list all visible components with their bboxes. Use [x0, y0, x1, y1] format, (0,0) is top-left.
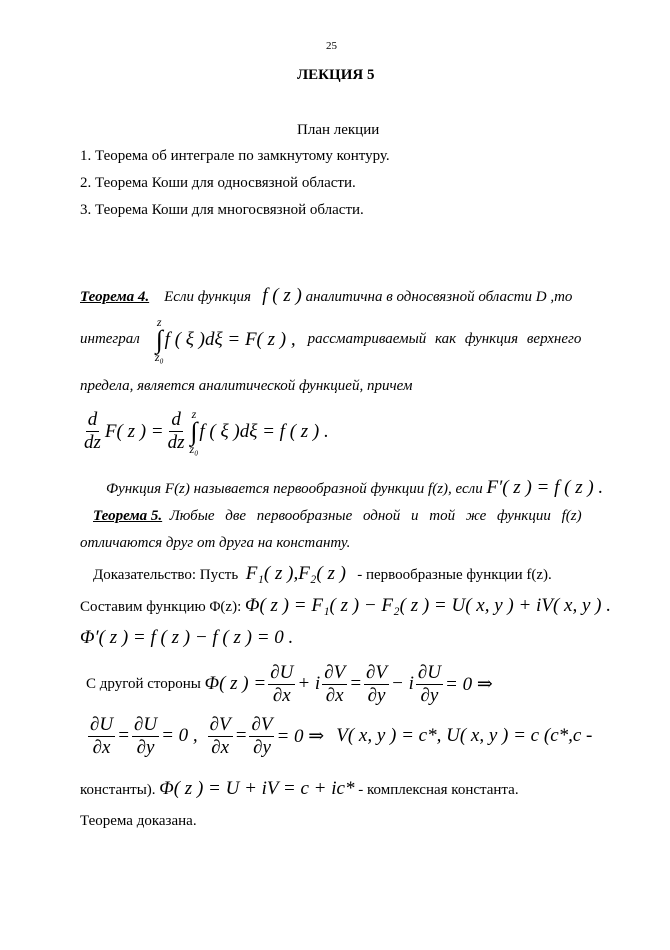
- theorem4-line3: предела, является аналитической функцией, причем: [80, 378, 413, 394]
- theorem5-text: Любые две первообразные одной и той же функции f(z): [169, 508, 582, 524]
- theorem4-integral-word: интеграл: [80, 331, 140, 348]
- proof-partials: $\frac{\partial U}{\partial x}$ = $\frac{\partial U}{\partial y}$ = 0 , $\frac{\partial V}{\partial x}$ = $\frac{\partial V}{\partial y}$ = 0 ⇒ V( x, y ) = c*, U( x, y ) = c (c*,c -: [90, 714, 593, 758]
- phi-definition: Φ( z ) = F₁( z ) − F₂( z ) = U( x, y ) + iV( x, y ) .: [245, 595, 611, 616]
- theorem4-line1: [80, 285, 572, 307]
- proof-done: Теорема доказана.: [80, 813, 197, 829]
- integral-lower-limit: z₀: [154, 350, 164, 365]
- theorem4-text-a: Если функция: [164, 289, 251, 305]
- theorem4-text-c: рассматриваемый как функция верхнего: [307, 331, 582, 348]
- proof-line1: Доказательство: Пусть F₁( z ),F₂( z ) - первообразные функции f(z).: [93, 563, 552, 584]
- equation-rhs: f ( ξ )dξ = f ( z ) .: [199, 420, 329, 442]
- plan-title: План лекции: [297, 122, 380, 138]
- lecture-title: ЛЕКЦИЯ 5: [297, 67, 375, 83]
- derivative-fraction-2: $\frac{d}{dz}$: [167, 409, 185, 454]
- integral-symbol: z ∫ z₀: [154, 315, 164, 365]
- integral-upper-limit: z: [156, 315, 162, 329]
- complex-constant-formula: Φ( z ) = U + iV = c + ic*: [159, 778, 355, 799]
- proof-line2: Составим функцию Φ(z): Φ( z ) = F₁( z ) − F₂( z ) = U( x, y ) + iV( x, y ) .: [80, 595, 611, 616]
- proof-constants-line: константы). Φ( z ) = U + iV = c + ic* - комплексная константа.: [80, 778, 519, 799]
- integral-symbol-2: z ∫ z₀: [189, 407, 199, 457]
- theorem4-func: f ( z ): [262, 285, 302, 306]
- equation-F: F( z ) =: [104, 420, 164, 442]
- plan-item-1: 1. Теорема об интеграле по замкнутому контуру.: [80, 148, 390, 164]
- integral-expression: f ( ξ )dξ = F( z ) ,: [164, 328, 296, 350]
- plan-item-2: 2. Теорема Коши для односвязной области.: [80, 175, 356, 191]
- theorem4-line2: [80, 316, 581, 363]
- theorem5-line2: отличаются друг от друга на константу.: [80, 535, 351, 551]
- phi-prime: Φ′( z ) = f ( z ) − f ( z ) = 0 .: [80, 627, 294, 648]
- theorem4-equation: [80, 408, 329, 455]
- derivative-fraction-1: $\frac{d}{dz}$: [84, 409, 101, 454]
- theorem5-label: Теорема 5.: [93, 508, 163, 524]
- antiderivative-definition: Функция F(z) называется первообразной функции f(z), если F′( z ) = f ( z ) .: [106, 477, 604, 498]
- page-number: 25: [326, 40, 337, 52]
- proof-conclusion: V( x, y ) = c*, U( x, y ) = c (c*,c -: [336, 725, 593, 747]
- plan-item-3: 3. Теорема Коши для многосвязной области.: [80, 202, 364, 218]
- theorem4-text-b: аналитична в односвязной области D ,то: [305, 289, 573, 305]
- theorem4-label: Теорема 4.: [80, 289, 150, 305]
- proof-other-side: С другой стороны Φ( z ) = $\frac{\partial U}{\partial x}$ + i $\frac{\partial V}{\partial x}$ = $\frac{\partial V}{\partial y}$ − i $\frac{\partial U}{\partial y}$ = 0 ⇒: [86, 662, 493, 706]
- theorem5-line1: [93, 508, 582, 525]
- antiderivative-formula: F′( z ) = f ( z ) .: [486, 477, 604, 498]
- proof-f1f2: F₁( z ),F₂( z ): [245, 563, 346, 584]
